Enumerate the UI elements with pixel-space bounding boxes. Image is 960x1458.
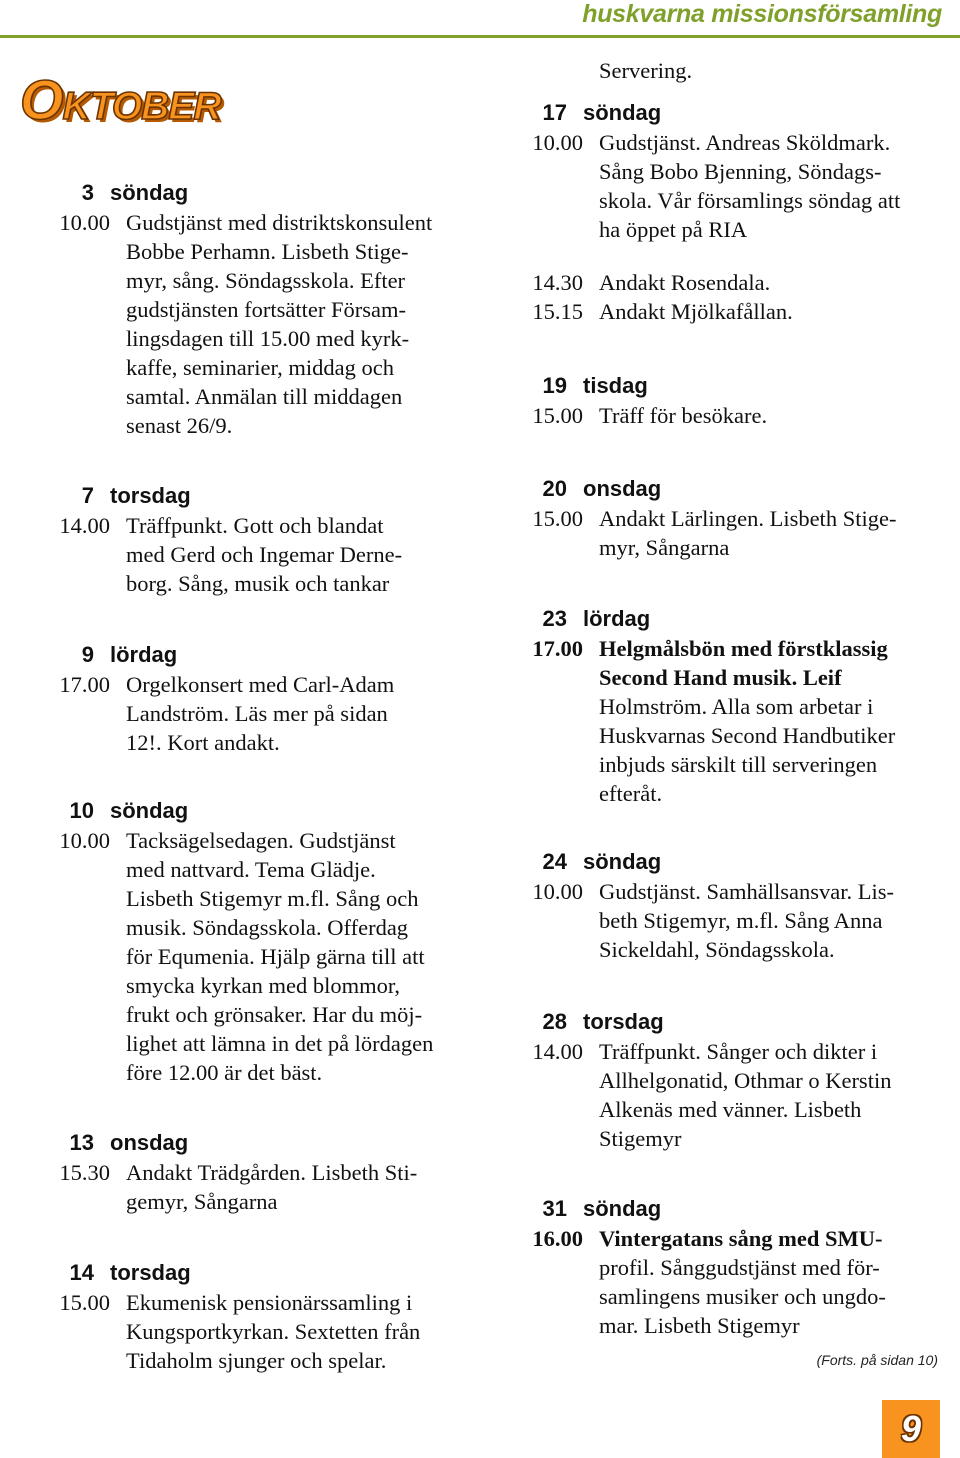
weekday: torsdag (583, 1009, 664, 1034)
day-number: 20 (542, 476, 567, 501)
day-number: 19 (542, 373, 567, 398)
event-line: musik. Söndagsskola. Offerdag (126, 915, 409, 940)
event-day-9 (34, 640, 504, 757)
weekday: söndag (583, 100, 662, 125)
event-line: lingsdagen till 15.00 med kyrk- (126, 326, 410, 351)
event-line: Gudstjänst med distriktskonsulent (126, 210, 433, 235)
event-time: 10.00 (59, 210, 110, 235)
event-time: 15.00 (532, 506, 583, 531)
event-line: Sickeldahl, Söndagsskola. (599, 937, 835, 962)
event-line: Vintergatans sång med SMU- (599, 1226, 883, 1251)
event-line: Second Hand musik. Leif (599, 665, 842, 690)
event-day-14 (34, 1258, 504, 1375)
page-number: 9 (900, 1408, 922, 1449)
day-number: 14 (69, 1260, 94, 1285)
event-line: med nattvard. Tema Glädje. (126, 857, 376, 882)
event-line: för Equmenia. Hjälp gärna till att (126, 944, 425, 969)
event-line: Kungsportkyrkan. Sextetten från (126, 1319, 421, 1344)
event-line: samlingens musiker och ungdo- (599, 1284, 886, 1309)
event-line: Lisbeth Stigemyr m.fl. Sång och (126, 886, 419, 911)
event-line: profil. Sånggudstjänst med för- (599, 1255, 880, 1280)
event-line: Träffpunkt. Gott och blandat (126, 513, 384, 538)
event-day-31 (507, 1194, 947, 1340)
event-time: 15.15 (532, 299, 583, 324)
weekday: onsdag (583, 476, 662, 501)
day-number: 31 (542, 1196, 567, 1221)
event-line: före 12.00 är det bäst. (126, 1060, 323, 1085)
day-number: 7 (81, 483, 94, 508)
event-day-23 (507, 604, 947, 808)
day-number: 24 (542, 849, 567, 874)
event-time: 15.00 (532, 403, 583, 428)
event-line: lighet att lämna in det på lördagen (126, 1031, 434, 1056)
event-line: Träffpunkt. Sånger och dikter i (599, 1039, 878, 1064)
header-divider (0, 35, 960, 38)
event-time: 14.30 (532, 270, 583, 295)
weekday: onsdag (110, 1130, 189, 1155)
event-line: Helgmålsbön med förstklassig (599, 636, 888, 661)
weekday: söndag (583, 849, 662, 874)
event-line: Sång Bobo Bjenning, Söndags- (599, 159, 882, 184)
event-line: inbjuds särskilt till serveringen (599, 752, 878, 777)
event-line: gemyr, Sångarna (126, 1189, 278, 1214)
event-time: 10.00 (532, 879, 583, 904)
day-number: 17 (542, 100, 567, 125)
event-line: med Gerd och Ingemar Derne- (126, 542, 403, 567)
event-line: Tidaholm sjunger och spelar. (126, 1348, 387, 1373)
event-line: Huskvarnas Second Handbutiker (599, 723, 896, 748)
event-line: Andakt Rosendala. (599, 270, 771, 295)
continued-note: (Forts. på sidan 10) (816, 1352, 938, 1368)
event-line: Holmström. Alla som arbetar i (599, 694, 874, 719)
event-line: Bobbe Perhamn. Lisbeth Stige- (126, 239, 409, 264)
event-line: Ekumenisk pensionärssamling i (126, 1290, 413, 1315)
event-time: 10.00 (59, 828, 110, 853)
event-day-24 (507, 847, 947, 964)
weekday: tisdag (583, 373, 648, 398)
event-line: gudstjänsten fortsätter Försam- (126, 297, 406, 322)
event-line: 12!. Kort andakt. (126, 730, 280, 755)
event-line: Orgelkonsert med Carl-Adam (126, 672, 395, 697)
event-line: frukt och grönsaker. Har du möj- (126, 1002, 423, 1027)
carryover-text: Servering. (599, 58, 693, 83)
event-time: 14.00 (532, 1039, 583, 1064)
event-line: Alkenäs med vänner. Lisbeth (599, 1097, 862, 1122)
day-number: 13 (69, 1130, 94, 1155)
day-number: 10 (69, 798, 94, 823)
event-day-3 (34, 178, 504, 440)
event-line: efteråt. (599, 781, 663, 806)
event-line: Stigemyr (599, 1126, 682, 1151)
event-line: kaffe, seminarier, middag och (126, 355, 394, 380)
event-line: Tacksägelsedagen. Gudstjänst (126, 828, 396, 853)
event-line: Andakt Lärlingen. Lisbeth Stige- (599, 506, 897, 531)
event-time: 10.00 (532, 130, 583, 155)
weekday: torsdag (110, 1260, 191, 1285)
weekday: lördag (583, 606, 651, 631)
event-time: 15.00 (59, 1290, 110, 1315)
event-line: Andakt Mjölkafållan. (599, 299, 793, 324)
event-line: Gudstjänst. Andreas Sköldmark. (599, 130, 891, 155)
weekday: söndag (110, 798, 189, 823)
event-day-20 (507, 474, 947, 562)
day-number: 28 (542, 1009, 567, 1034)
event-time: 15.30 (59, 1160, 110, 1185)
event-line: myr, Sångarna (599, 535, 730, 560)
event-time: 16.00 (532, 1226, 583, 1251)
event-line: myr, sång. Söndagsskola. Efter (126, 268, 406, 293)
event-line: beth Stigemyr, m.fl. Sång Anna (599, 908, 883, 933)
weekday: torsdag (110, 483, 191, 508)
event-day-10 (34, 796, 504, 1087)
event-line: Träff för besökare. (599, 403, 768, 428)
event-line: senast 26/9. (126, 413, 233, 438)
page-title: Oktober (20, 68, 221, 131)
event-line: samtal. Anmälan till middagen (126, 384, 403, 409)
brand-header: huskvarna missionsförsamling (582, 0, 942, 28)
event-day-19 (507, 371, 947, 430)
event-line: mar. Lisbeth Stigemyr (599, 1313, 800, 1338)
event-day-28 (507, 1007, 947, 1153)
day-number: 3 (81, 180, 94, 205)
event-line: smycka kyrkan med blommor, (126, 973, 401, 998)
event-line: Allhelgonatid, Othmar o Kerstin (599, 1068, 892, 1093)
event-day-17 (507, 98, 947, 326)
event-line: skola. Vår församlings söndag att (599, 188, 901, 213)
event-line: ha öppet på RIA (599, 217, 748, 242)
event-time: 17.00 (59, 672, 110, 697)
event-line: Gudstjänst. Samhällsansvar. Lis- (599, 879, 894, 904)
event-line: borg. Sång, musik och tankar (126, 571, 390, 596)
event-time: 17.00 (532, 636, 583, 661)
day-number: 23 (542, 606, 567, 631)
weekday: söndag (583, 1196, 662, 1221)
event-day-7 (34, 481, 504, 598)
event-line: Andakt Trädgården. Lisbeth Sti- (126, 1160, 418, 1185)
weekday: lördag (110, 642, 178, 667)
day-number: 9 (81, 642, 94, 667)
event-time: 14.00 (59, 513, 110, 538)
weekday: söndag (110, 180, 189, 205)
event-line: Landström. Läs mer på sidan (126, 701, 388, 726)
event-day-13 (34, 1128, 504, 1216)
page-number-box (882, 1400, 940, 1458)
